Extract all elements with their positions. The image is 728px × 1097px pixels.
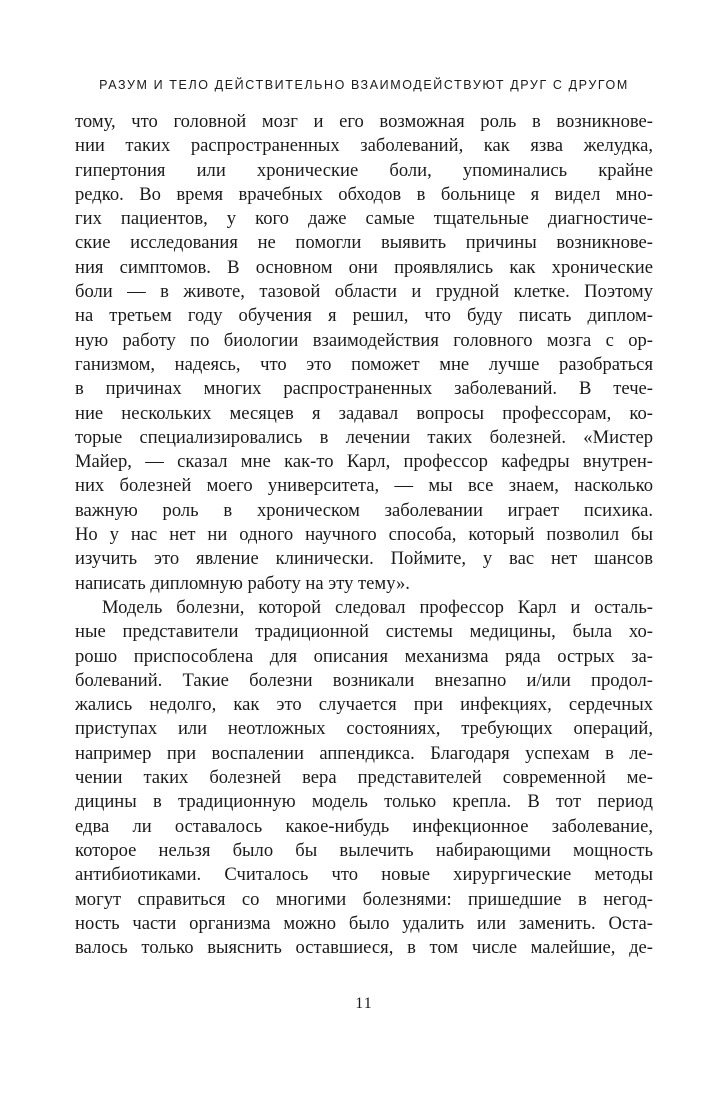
text-line: Модель болезни, которой следовал профессор Карл и осталь- [102, 596, 653, 618]
text-line: ские исследования не помогли выявить причины возникнове- [75, 232, 653, 254]
text-line: торые специализировались в лечении таких болезней. «Мистер [75, 426, 653, 448]
text-line: тому, что головной мозг и его возможная роль в возникнове- [75, 111, 653, 132]
text-line: едва ли оставалось какое-нибудь инфекционное заболевание, [75, 815, 653, 837]
text-line: на третьем году обучения я решил, что буду писать диплом- [75, 305, 653, 327]
text-line: которое нельзя было бы вылечить набирающими мощность [75, 839, 653, 861]
text-line: жались недолго, как это случается при инфекциях, сердечных [75, 694, 653, 716]
text-line: ния симптомов. В основном они проявлялись как хронические [75, 256, 653, 278]
text-line: например при воспалении аппендикса. Благодаря успехам в ле- [75, 742, 653, 764]
body-text [75, 110, 653, 960]
text-line: ние нескольких месяцев я задавал вопросы профессорам, ко- [75, 402, 653, 424]
text-line: редко. Во время врачебных обходов в больнице я видел мно- [75, 183, 653, 205]
text-line: ганизмом, надеясь, что это поможет мне лучше разобраться [75, 353, 653, 375]
text-line: важную роль в хроническом заболевании играет психика. [75, 499, 653, 521]
running-head: РАЗУМ И ТЕЛО ДЕЙСТВИТЕЛЬНО ВЗАИМОДЕЙСТВУЮТ ДРУГ С ДРУГОМ [99, 78, 629, 92]
text-line: ность части организма можно было удалить или заменить. Оста- [75, 912, 653, 934]
text-line: могут справиться со многими болезнями: пришедшие в негод- [75, 888, 653, 910]
paragraph-2 [75, 596, 653, 960]
text-line: ные представители традиционной системы медицины, была хо- [75, 621, 653, 643]
text-line: них болезней моего университета, — мы все знаем, насколько [75, 475, 653, 497]
page-number: 11 [355, 995, 373, 1012]
text-line: антибиотиками. Считалось что новые хирургические методы [75, 864, 653, 886]
text-line: Майер, — сказал мне как-то Карл, профессор кафедры внутрен- [75, 451, 653, 473]
text-line: чении таких болезней вера представителей современной ме- [75, 767, 653, 789]
text-line: изучить это явление клинически. Поймите, у вас нет шансов [75, 548, 653, 570]
text-line: рошо приспособлена для описания механизма ряда острых за- [75, 645, 653, 667]
text-line: гих пациентов, у кого даже самые тщательные диагностиче- [75, 208, 653, 230]
text-line: написать дипломную работу на эту тему». [75, 572, 410, 594]
text-line: в причинах многих распространенных заболеваний. В тече- [75, 378, 653, 400]
text-line: болеваний. Такие болезни возникали внезапно и/или продол- [75, 669, 653, 691]
text-line: гипертония или хронические боли, упоминались крайне [75, 159, 653, 181]
text-line: приступах или неотложных состояниях, требующих операций, [75, 718, 653, 740]
text-line: ную работу по биологии взаимодействия головного мозга с ор- [75, 329, 653, 351]
paragraph-1 [75, 110, 653, 596]
text-line: валось только выяснить оставшиеся, в том числе малейшие, де- [75, 937, 653, 959]
text-line: дицины в традиционную модель только крепла. В тот период [75, 791, 653, 813]
text-line: нии таких распространенных заболеваний, как язва желудка, [75, 135, 653, 157]
text-line: боли — в животе, тазовой области и грудной клетке. Поэтому [75, 281, 653, 303]
text-line: Но у нас нет ни одного научного способа, который позволил бы [75, 524, 653, 546]
